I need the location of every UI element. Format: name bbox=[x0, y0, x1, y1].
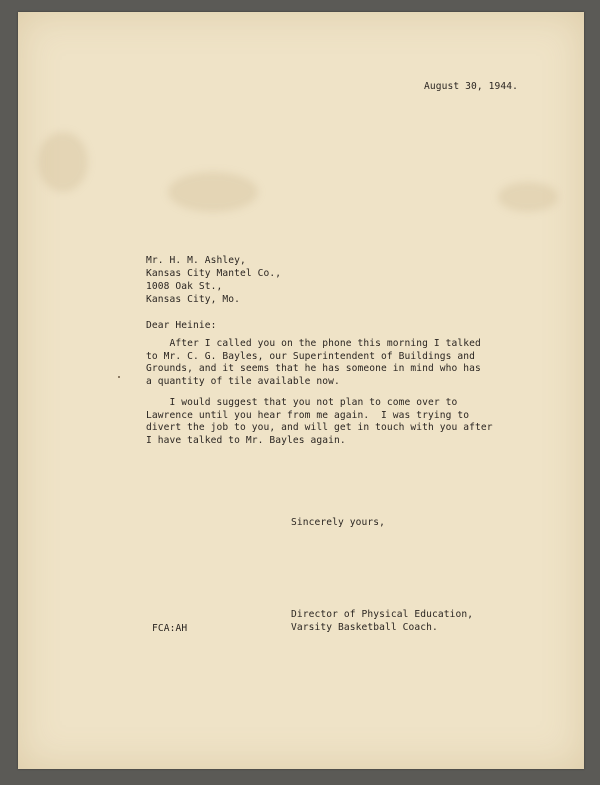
salutation: Dear Heinie: bbox=[146, 320, 217, 331]
paragraph-line: divert the job to you, and will get in touch with you after bbox=[146, 422, 493, 434]
address-line: Kansas City Mantel Co., bbox=[146, 268, 282, 279]
paper-stain bbox=[498, 182, 558, 212]
signature-line: Varsity Basketball Coach. bbox=[291, 621, 438, 633]
address-line: Mr. H. M. Ashley, bbox=[146, 255, 246, 266]
letter-date: August 30, 1944. bbox=[424, 81, 519, 92]
closing: Sincerely yours, bbox=[291, 517, 386, 528]
reference-initials: FCA:AH bbox=[152, 623, 188, 634]
signature-line: Director of Physical Education, bbox=[291, 609, 474, 620]
body-paragraph-2 bbox=[146, 397, 493, 447]
address-line: Kansas City, Mo. bbox=[146, 294, 241, 305]
paragraph-line: I have talked to Mr. Bayles again. bbox=[146, 434, 346, 446]
signature-block bbox=[291, 609, 473, 634]
paragraph-line: After I called you on the phone this morning I talked bbox=[146, 338, 481, 349]
paper-stain bbox=[168, 172, 258, 212]
body-paragraph-1 bbox=[146, 338, 481, 388]
paper-stain bbox=[38, 132, 88, 192]
paragraph-line: Grounds, and it seems that he has someone in mind who has bbox=[146, 363, 481, 375]
paragraph-line: I would suggest that you not plan to come over to bbox=[146, 397, 458, 408]
paragraph-line: to Mr. C. G. Bayles, our Superintendent of Buildings and bbox=[146, 350, 476, 362]
letter-page bbox=[18, 12, 584, 769]
recipient-address bbox=[146, 254, 281, 306]
paragraph-line: Lawrence until you hear from me again. I was trying to bbox=[146, 409, 470, 421]
paragraph-line: a quantity of tile available now. bbox=[146, 375, 340, 387]
address-line: 1008 Oak St., bbox=[146, 281, 223, 292]
paper-speck bbox=[118, 376, 120, 378]
